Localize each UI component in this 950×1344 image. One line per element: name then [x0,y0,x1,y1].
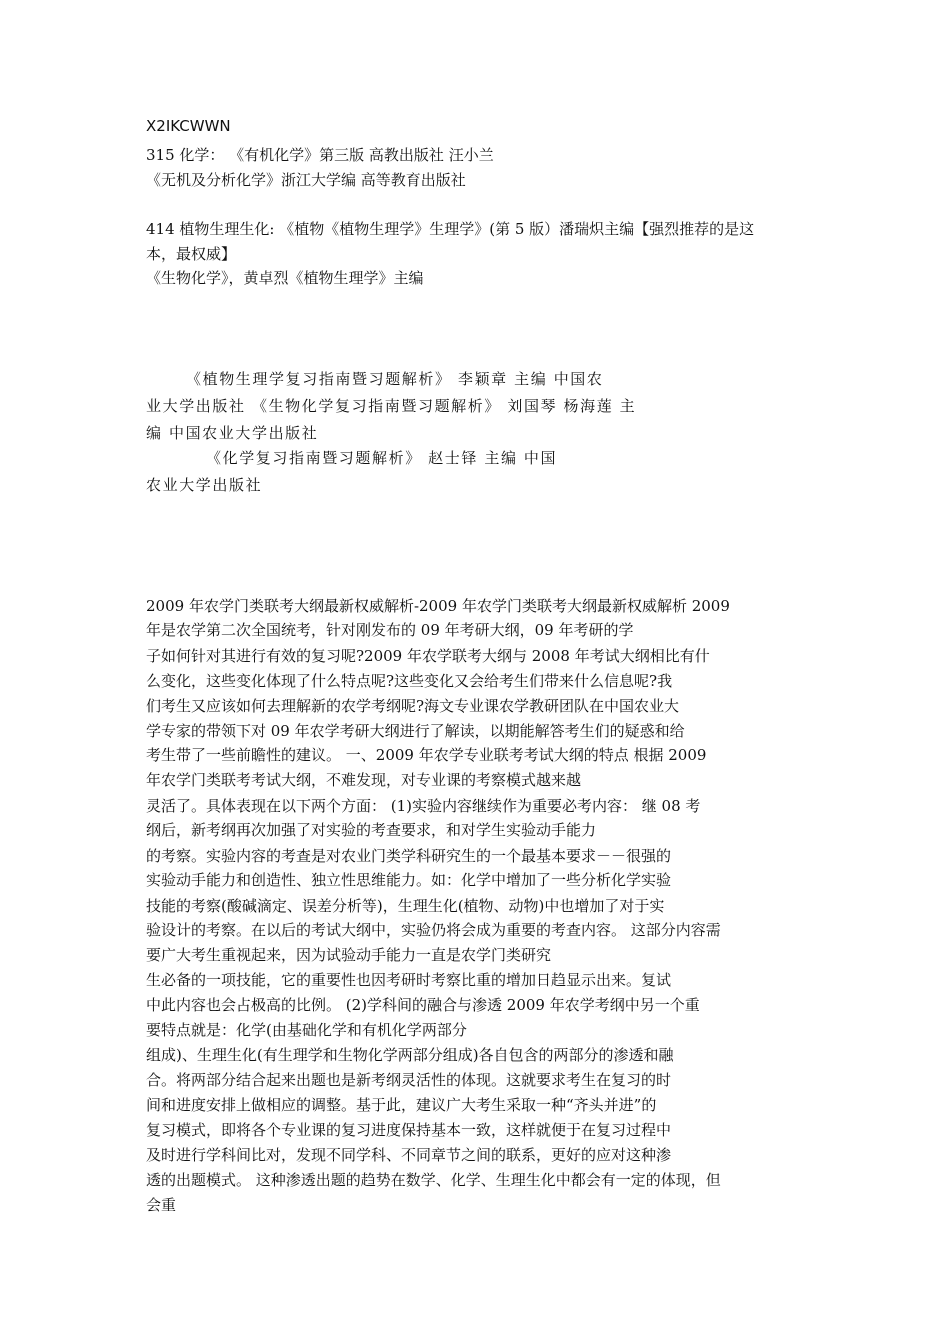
article-line: 纲后，新考纲再次加强了对实验的考查要求，和对学生实验动手能力 [146,821,597,839]
article-line: 考生带了一些前瞻性的建议。 一、2009 年农学专业联考考试大纲的特点 根据 2009 [146,746,707,764]
article-line: 的考察。实验内容的考查是对农业门类学科研究生的一个最基本要求－－很强的 [146,847,672,865]
article-line: 透的出题模式。 这种渗透出题的趋势在数学、化学、生理生化中都会有一定的体现，但 [146,1171,721,1189]
article-line: 么变化，这些变化体现了什么特点呢?这些变化又会给考生们带来什么信息呢?我 [146,672,673,690]
guide-line-4: 《化学复习指南暨习题解析》 赵士铎 主编 中国 [206,449,558,467]
article-line: 灵活了。具体表现在以下两个方面： (1)实验内容继续作为重要必考内容： 继 08 考 [146,797,701,815]
article-line: 组成)、生理生化(有生理学和生物化学两部分组成)各自包含的两部分的渗透和融 [146,1046,674,1064]
guide-line-3: 编 中国农业大学出版社 [146,424,319,442]
article-line: 年农学门类联考考试大纲，不难发现，对专业课的考察模式越来越 [146,771,582,789]
book-414-line-1: 414 植物生理生化: 《植物《植物生理学》生理学》(第 5 版）潘瑞炽主编【强烈推荐的是这 [146,220,755,238]
article-line: 间和进度安排上做相应的调整。基于此，建议广大考生采取一种“齐头并进”的 [146,1096,657,1114]
article-line: 学专家的带领下对 09 年农学考研大纲进行了解读，以期能解答考生们的疑惑和给 [146,722,685,740]
book-315-line-2: 《无机及分析化学》浙江大学编 高等教育出版社 [146,171,466,189]
article-line: 们考生又应该如何去理解新的农学考纲呢?海文专业课农学教研团队在中国农业大 [146,697,680,715]
article-line: 中此内容也会占极高的比例。 (2)学科间的融合与渗透 2009 年农学考纲中另一个重 [146,996,700,1014]
article-line: 实验动手能力和创造性、独立性思维能力。如：化学中增加了一些分析化学实验 [146,871,672,889]
article-line: 会重 [146,1196,177,1214]
article-line: 2009 年农学门类联考大纲最新权威解析-2009 年农学门类联考大纲最新权威解析 2009 [146,597,730,615]
article-line: 复习模式，即将各个专业课的复习进度保持基本一致，这样就便于在复习过程中 [146,1121,672,1139]
article-line: 要广大考生重视起来，因为试验动手能力一直是农学门类研究 [146,946,552,964]
guide-line-5: 农业大学出版社 [146,476,263,494]
book-315-line-1: 315 化学： 《有机化学》第三版 高教出版社 汪小兰 [146,146,494,164]
article-line: 验设计的考察。在以后的考试大纲中，实验仍将会成为重要的考查内容。 这部分内容需 [146,921,721,939]
article-line: 子如何针对其进行有效的复习呢?2009 年农学联考大纲与 2008 年考试大纲相比有什 [146,647,710,665]
book-414-line-3: 《生物化学》，黄卓烈《植物生理学》主编 [146,269,424,287]
guide-line-2: 业大学出版社 《生物化学复习指南暨习题解析》 刘国琴 杨海莲 主 [146,397,637,415]
article-line: 生必备的一项技能，它的重要性也因考研时考察比重的增加日趋显示出来。复试 [146,971,672,989]
code-line: X2IKCWWN [146,117,231,135]
article-line: 要特点就是：化学(由基础化学和有机化学两部分 [146,1021,467,1039]
article-line: 技能的考察(酸碱滴定、误差分析等)，生理生化(植物、动物)中也增加了对于实 [146,897,665,915]
guide-line-1: 《植物生理学复习指南暨习题解析》 李颖章 主编 中国农 [186,370,604,388]
article-line: 及时进行学科间比对，发现不同学科、不同章节之间的联系，更好的应对这种渗 [146,1146,672,1164]
book-414-line-2: 本，最权威】 [146,245,237,263]
article-line: 合。将两部分结合起来出题也是新考纲灵活性的体现。这就要求考生在复习的时 [146,1071,672,1089]
article-line: 年是农学第二次全国统考，针对刚发布的 09 年考研大纲，09 年考研的学 [146,621,634,639]
